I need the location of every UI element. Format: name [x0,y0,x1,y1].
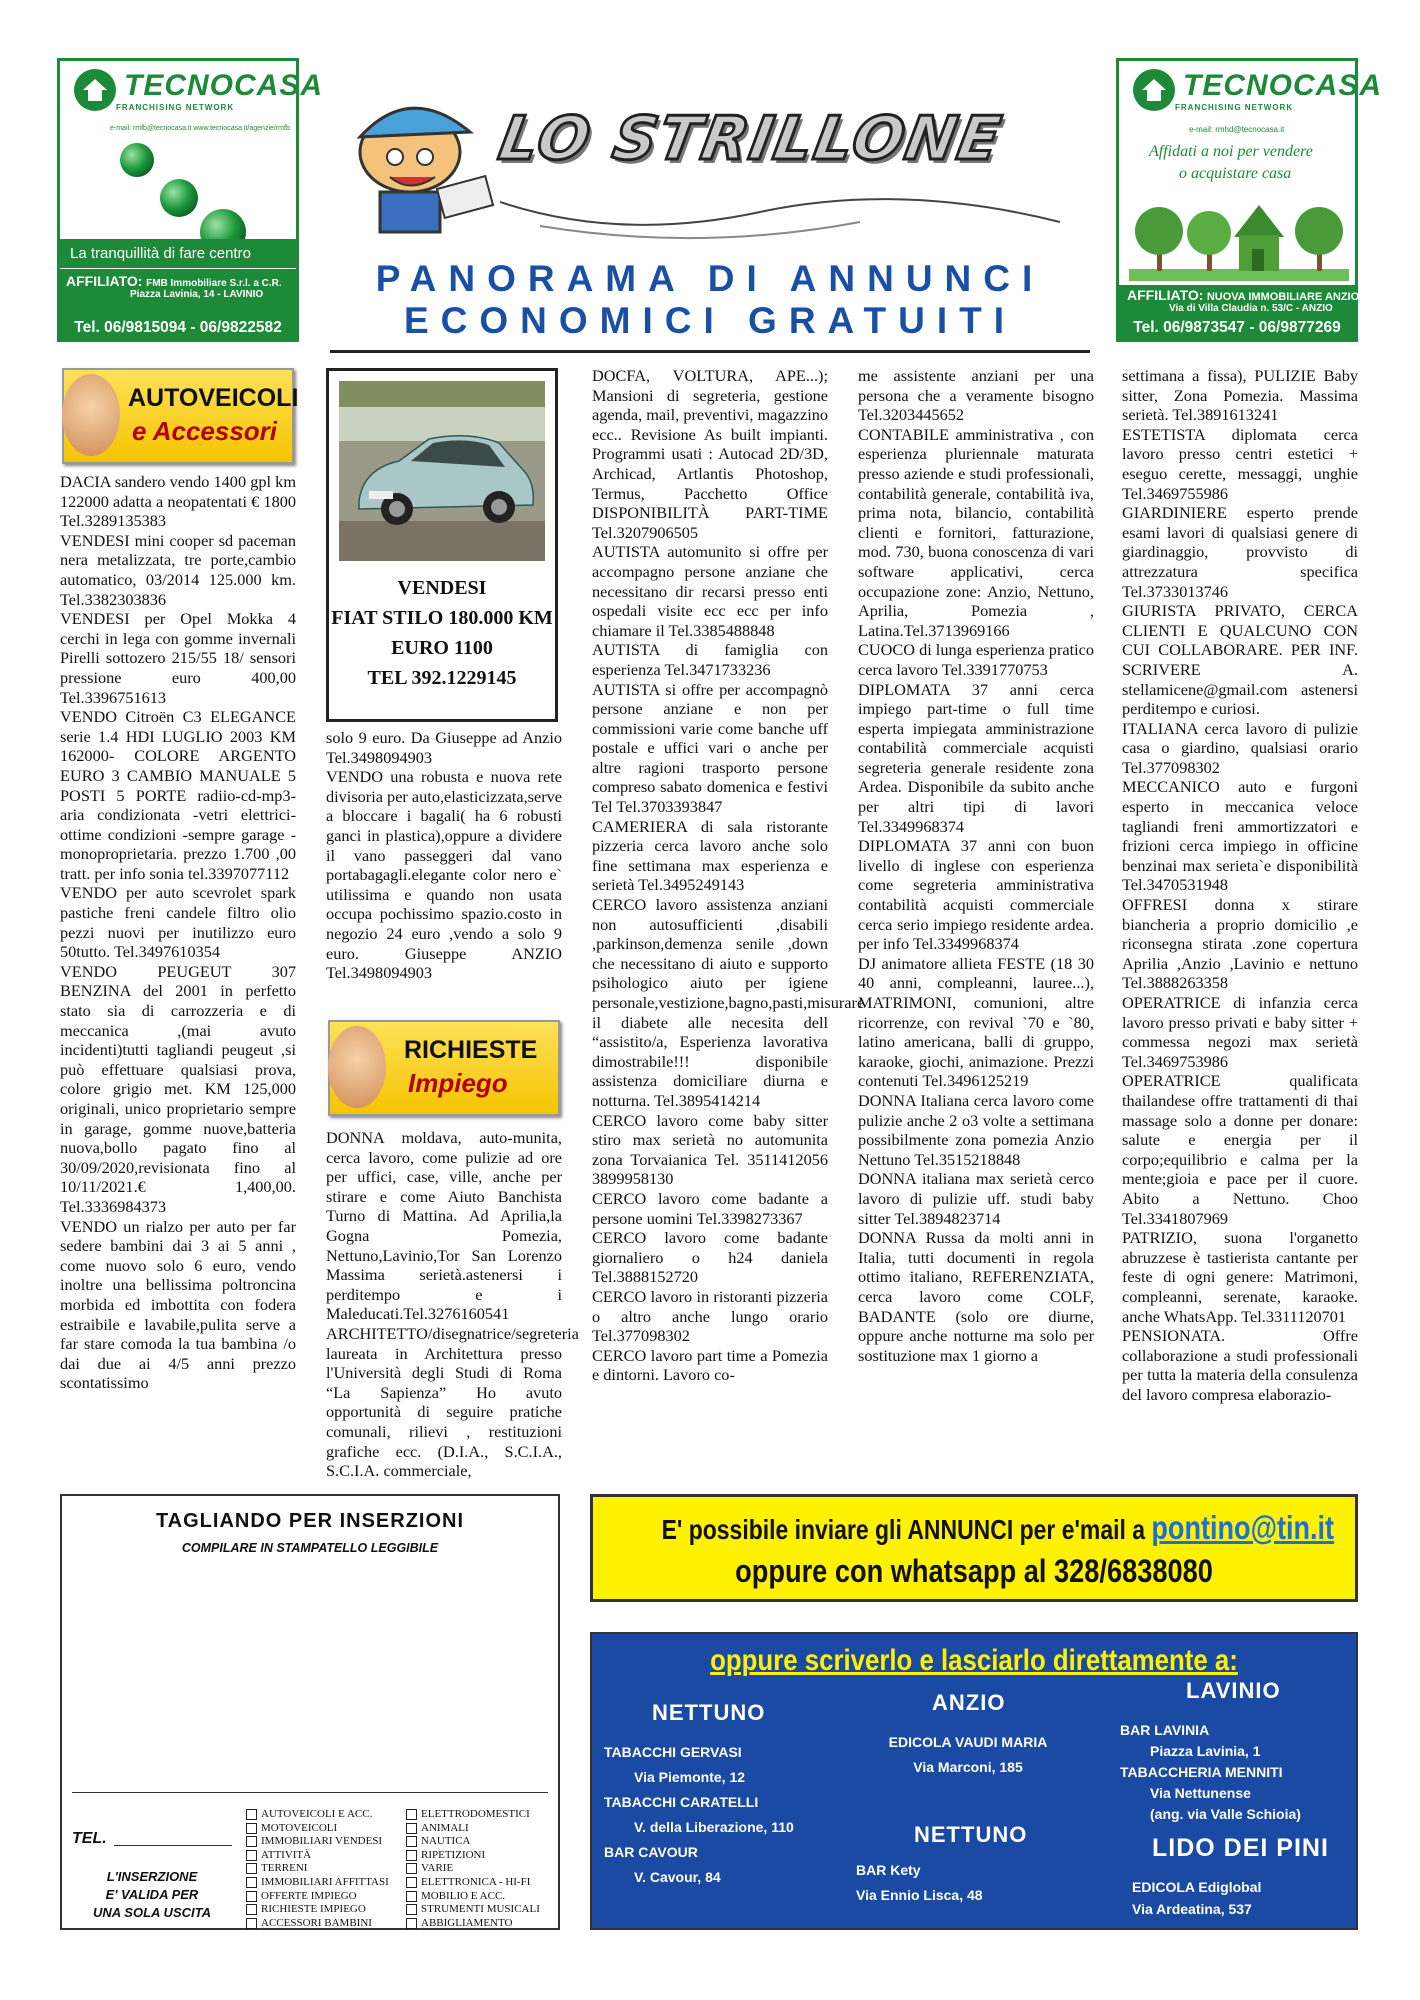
checkbox[interactable] [246,1823,257,1834]
header-rule [330,350,1090,353]
listing: DONNA moldava, auto-munita, cerca lavoro, come pulizie ad ore per uffici, case, ville, anche per stirare e come Aiuto Banchista Turno di Mattina. Ad Aprilia,la Gogna Pomezia, Nettuno,Lavinio,Tor San Lorenzo Massima serietà.astenersi i perditempo e i Maleducati.Tel.3276160541 [326,1128,562,1324]
category-label: TERRENI [261,1862,308,1875]
brand-name: TECNOCASA [1183,68,1383,102]
category-item[interactable] [406,1822,540,1836]
email-line: e-mail: rmhd@tecnocasa.it [1189,125,1285,134]
checkbox[interactable] [406,1877,417,1888]
location-line: Via Ennio Lisca, 48 [856,1887,983,1903]
listing: VENDESI mini cooper sd paceman nera metalizzata, tre porte,cambio automatico, 03/2014 125.000 km. Tel.3382303836 [60,530,296,609]
trees-house-illustration [1129,191,1349,281]
category-label: RIPETIZIONI [421,1848,486,1861]
listing: MECCANICO auto e furgoni esperto in meccanica veloce tagliandi freni ammortizzatori e frizioni cerca impiego in officine benzinai max serieta`e disponibilità Tel.3470531948 [1122,777,1358,895]
affiliate-name: FMB Immobiliare S.r.l. a C.R. [146,278,282,289]
slogan-bar [60,239,296,317]
town-lido-dei-pini: LIDO DEI PINI [1152,1834,1329,1862]
whatsapp-line: oppure con whatsapp al 328/6838080 [735,1553,1213,1589]
checkbox[interactable] [246,1850,257,1861]
category-item[interactable] [246,1822,389,1836]
column-5 [1122,366,1358,1404]
category-item[interactable] [246,1876,389,1890]
listing: ESTETISTA diplomata cerca lavoro presso centri estetici + eseguo cerette, messaggi, unghie Tel.3469755986 [1122,424,1358,503]
checkbox[interactable] [246,1863,257,1874]
town-nettuno: NETTUNO [652,1700,766,1725]
listing: PENSIONATA. Offre collaborazione a studi professionali per tutta la materia della consulenza del lavoro compresa elaborazio- [1122,1326,1358,1404]
location-line: V. della Liberazione, 110 [634,1819,794,1835]
section-title-1: AUTOVEICOLI [128,384,299,412]
checkbox[interactable] [246,1891,257,1902]
coupon-note-2: E' VALIDA PER [105,1887,199,1902]
listing: DIPLOMATA 37 anni con buon livello di inglese con esperienza come segreteria amministrativa contabilità acquisti commerciale cerca serio impiego residente ardea. per info Tel.3349968374 [858,836,1094,954]
email-intro: E' possibile inviare gli ANNUNCI per e'mail a [661,1514,1146,1545]
listing: AUTISTA automunito si offre per accompagno persone anziane che necessitano dir recarsi presso enti ospedali visite ecc ecc per info chiamare il Tel.3385488848 [592,542,828,640]
house-logo-icon [74,69,116,111]
category-label: VARIE [421,1862,454,1875]
section-title-2: Impiego [408,1068,508,1098]
category-item[interactable] [406,1903,540,1917]
checkbox[interactable] [406,1836,417,1847]
listing: CERCO lavoro part time a Pomezia e dintorni. Lavoro co- [592,1345,828,1385]
section-title-2: e Accessori [132,416,278,446]
location-line: EDICOLA Ediglobal [1132,1879,1262,1895]
checkbox[interactable] [246,1836,257,1847]
affiliate-line [60,269,296,289]
checkbox[interactable] [406,1809,417,1820]
section-autoveicoli [62,368,299,464]
listing: CERCO lavoro come badante giornaliero o h24 daniela Tel.3888152720 [592,1228,828,1287]
column-2 [326,728,562,983]
category-item[interactable] [246,1862,389,1876]
location-line: V. Cavour, 84 [634,1869,721,1885]
category-item[interactable] [246,1890,389,1904]
category-item[interactable] [246,1903,389,1917]
location-line: BAR LAVINIA [1120,1722,1210,1738]
title-line-2: ECONOMICI GRATUITI [403,300,1016,341]
town-nettuno-2: NETTUNO [914,1822,1028,1847]
checkbox[interactable] [406,1823,417,1834]
category-label: ELETTRODOMESTICI [421,1808,530,1820]
category-label: ACCESSORI BAMBINI [261,1916,372,1929]
location-line: EDICOLA VAUDI MARIA [888,1734,1048,1750]
lido-list [1132,1876,1261,1920]
listing: ARCHITETTO/disegnatrice/segreteria laureata in Architettura presso l'Università degli Studi di Roma “La Sapienza” Ho avuto opportunità di seguire pratiche comunali, rilievi , restituzioni grafiche ecc. (D.I.A., S.C.I.A., S.C.I.A. commerciale, [326,1323,579,1481]
listing: ITALIANA cerca lavoro di pulizie casa o giardino, qualsiasi orario Tel.377098302 [1122,718,1358,777]
checkbox[interactable] [406,1904,417,1915]
checkbox[interactable] [406,1850,417,1861]
nettuno-list [604,1740,794,1890]
listing: VENDO Citroën C3 ELEGANCE serie 1.4 HDI LUGLIO 2003 KM 162000- COLORE ARGENTO EURO 3 CAMBIO MANUALE 5 POSTI 5 PORTE radiio-cd-mp3- aria condizionata -vetri elettrici-ottime condizioni -sempre garage -monoproprietaria. prezzo 1.700 ,00 tratt. per info sonia tel.3397077112 [60,707,296,883]
category-list-a [246,1808,389,1930]
category-item[interactable] [406,1808,540,1822]
nettuno2-list [856,1858,983,1908]
category-label: IMMOBILIARI AFFITTASI [261,1875,389,1888]
listing: VENDESI per Opel Mokka 4 cerchi in lega con gomme invernali Pirelli sottozero 215/55 18/ sensori pressione euro 400,00 Tel.3396751613 [60,609,296,707]
listing: DACIA sandero vendo 1400 gpl km 122000 adatta a neopatentati € 1800 Tel.3289135383 [60,472,296,531]
brand-name: TECNOCASA [124,68,324,102]
location-line: Via Nettunense [1150,1785,1251,1801]
contact-box [590,1494,1358,1602]
listing: CERCO lavoro come badante a persone uomini Tel.3398273367 [592,1188,828,1228]
location-line: (ang. via Valle Schioia) [1150,1806,1301,1822]
category-label: RICHIESTE IMPIEGO [261,1903,366,1916]
listing: CERCO lavoro in ristoranti pizzeria o altro anche lungo orario Tel.377098302 [592,1286,828,1346]
location-line: BAR Kety [856,1862,921,1878]
checkbox[interactable] [406,1918,417,1929]
listing: settimana a fissa), PULIZIE Baby sitter, Zona Pomezia. Massima serietà. Tel.3891613241 [1122,366,1358,425]
column-2-jobs [326,1128,579,1481]
email-row [661,1509,1335,1547]
location-line: Via Marconi, 185 [913,1759,1023,1775]
car-photo [339,381,545,561]
category-item[interactable] [406,1835,540,1849]
checkbox[interactable] [406,1891,417,1902]
tecnocasa-logo [74,68,324,112]
listing: AUTISTA si offre per accompagnò persone anziane e non per commissioni varie come banche uff postale e uffici vari o anche per altre ragioni trasporto persone compreso sabato domenica e festivi Tel Tel.3703393847 [592,679,828,817]
category-label: ANIMALI [421,1821,469,1834]
coupon [60,1494,560,1930]
mascot-icon [62,374,120,456]
listing: VENDO un rialzo per auto per far sedere bambini dai 3 ai 5 anni , come nuovo solo 6 euro, vendo inoltre una bellissima poltroncina morbida ed imbottita con fodera estraibile e lavabile,pulita serve a far stare comoda la tua bambina /o dai due ai 4/5 anni prezzo scontatissimo [60,1216,296,1393]
phones: Tel. 06/9815094 - 06/9822582 [60,317,296,339]
listing: DONNA Russa da molti anni in Italia, tutti documenti in regola ottimo italiano, REFERENZIATA, cerca lavoro come COLF, BADANTE (solo ore diurne, oppure anche notturne ma solo per sostituzione max 1 giorno a [858,1228,1094,1365]
locations-box [590,1632,1358,1930]
title-line-1: PANORAMA DI ANNUNCI [375,258,1045,299]
coupon-note [62,1868,242,1922]
affiliate-label: AFFILIATO: [1127,287,1204,303]
coupon-note-1: L'INSERZIONE [106,1869,198,1884]
network-label: FRANCHISING NETWORK [116,102,235,112]
car-ad [326,368,558,722]
listing: VENDO PEUGEUT 307 BENZINA del 2001 in perfetto stato sia di carrozzeria e di meccanica ,(mai avuto incidenti)tutti tagliandi peugeut ,si può effettuare qualsiasi prova, colore grigio met. KM 125,000 originali, unico proprietario sempre in garage, gomme nuove,batteria nuova,bollo pagato fino al 30/09/2020,revisionata fino al 10/11/2021.€ 1,400,00. Tel.3336984373 [60,961,296,1216]
coupon-rule [72,1792,548,1793]
listing: AUTISTA di famiglia con esperienza Tel.3471733236 [592,640,828,679]
car-ad-line-2: FIAT STILO 180.000 KM [331,607,553,629]
coupon-note-3: UNA SOLA USCITA [93,1905,211,1920]
tecnocasa-logo [1133,68,1383,112]
listing: DIPLOMATA 37 anni cerca impiego part-time o full time esperta impiegata amministrazione contabilità commerciale acquisti segreteria generale residente zona Ardea. Disponibile da subito anche per altri tipi di lavori Tel.3349968374 [858,679,1094,836]
green-ball-icon [120,143,154,177]
coupon-writing-area[interactable] [72,1566,548,1788]
masthead-titles [330,258,1090,342]
listing: CAMERIERA di sala ristorante pizzeria cerca lavoro anche solo fine settimana max esperienza e serietà Tel.3495249143 [592,816,828,895]
location-line: Via Piemonte, 12 [634,1769,746,1785]
listing: CUOCO di lunga esperienza pratico cerca lavoro Tel.3391770753 [858,640,1095,679]
listing: DONNA italiana max serietà cerco lavoro di pulizie uff. studi baby sitter Tel.3894823714 [858,1169,1094,1228]
email-link[interactable]: pontino@tin.it [1151,1509,1335,1546]
listing: OPERATRICE di infanzia cerca lavoro presso privati e baby sitter + commessa negozi max serietà Tel.3469753986 [1122,993,1358,1071]
category-item[interactable] [246,1849,389,1863]
listing: CERCO lavoro come baby sitter stiro max serietà no automunita zona Torvaianica Tel. 3511412056 3899958130 [592,1110,828,1189]
listing: CERCO lavoro assistenza anziani non autosufficienti ,disabili ,parkinson,demenza senile ,down che necessitano di aiuto e supporto psihologico aiuto per igiene personale,vestizione,bagno,pasti,misurare il diabete alle necesita dell “assistito/a, Esperienza lavorativa dimostrabile!!! disponibile assistenza domiciliare diurna e notturna. Tel.3895414214 [592,895,865,1110]
section-richieste-impiego [328,1020,560,1116]
car-ad-line-4: TEL 392.1229145 [367,667,517,689]
section-title-1: RICHIESTE [404,1036,538,1064]
listing: OPERATRICE qualificata thailandese offre trattamenti di thai massage solo a donne per donare: salute e energia per il corpo;equilibrio e calma per la mente;gioia e pace per il cuore. Abito a Nettuno. Choo Tel.3341807969 [1122,1071,1358,1228]
tecnocasa-ad-right [1116,58,1383,342]
location-line: TABACCHI CARATELLI [604,1794,759,1810]
listing: PATRIZIO, suona l'organetto abruzzese è tastierista cantante per feste di ogni genere: Matrimoni, compleanni, serenate, karaoke. anche WhatsApp. Tel.3311120701 [1122,1228,1358,1326]
slogan-line-2: o acquistare casa [1179,165,1292,182]
tecnocasa-ad-left [57,58,324,342]
listing: solo 9 euro. Da Giuseppe ad Anzio Tel.3498094903 [326,728,562,767]
car-ad-line-1: VENDESI [397,577,487,599]
affiliate-name: NUOVA IMMOBILIARE ANZIO [1206,291,1360,303]
newsboy-mascot-icon [330,82,510,252]
house-logo-icon [1133,69,1175,111]
locations-title: oppure scriverlo e lasciarlo direttamente a: [710,1644,1238,1677]
category-item[interactable] [246,1835,389,1849]
town-anzio: ANZIO [932,1690,1006,1715]
location-line: Piazza Lavinia, 1 [1150,1743,1261,1759]
anzio-list [868,1730,1068,1780]
slogan: La tranquillità di fare centro [60,239,296,269]
coupon-title: TAGLIANDO PER INSERZIONI [155,1510,465,1532]
affiliate-bar [1119,285,1360,317]
coupon-subtitle: COMPILARE IN STAMPATELLO LEGGIBILE [181,1541,439,1555]
category-item[interactable] [406,1876,540,1890]
mascot-icon [328,1026,386,1108]
phones: Tel. 06/9873547 - 06/9877269 [1119,317,1355,339]
email-line: e-mail: rmfb@tecnocasa.it www.tecnocasa.it/agenzie/rmfb [110,125,290,132]
tel-row [72,1830,107,1848]
category-item[interactable] [246,1808,389,1822]
location-line: TABACCHI GERVASI [604,1744,742,1760]
network-label: FRANCHISING NETWORK [1175,102,1294,112]
checkbox[interactable] [246,1809,257,1820]
location-line: TABACCHERIA MENNITI [1120,1764,1283,1780]
lavinio-list [1120,1720,1301,1825]
category-item[interactable] [406,1849,540,1863]
category-label: STRUMENTI MUSICALI [421,1903,540,1916]
affiliate-address: Piazza Lavinia, 14 - LAVINIO [130,289,264,300]
category-label: MOBILIO E ACC. [421,1889,506,1902]
checkbox[interactable] [246,1918,257,1929]
column-4 [858,366,1094,1365]
location-line: Via Ardeatina, 537 [1132,1901,1252,1917]
listing: DONNA Italiana cerca lavoro come pulizie anche 2 o3 volte a settimana possibilmente zona pomezia Anzio Nettuno Tel.3515218848 [858,1090,1094,1169]
category-label: NAUTICA [421,1835,471,1848]
location-line: BAR CAVOUR [604,1844,698,1860]
category-item[interactable] [406,1862,540,1876]
listing: OFFRESI donna x stirare biancheria a proprio domicilio ,e riconsegna stirata .zone copertura Aprilia ,Anzio ,Lavinio e nettuno Tel.3888263358 [1122,895,1358,993]
splash-lines [500,182,1060,242]
checkbox[interactable] [246,1877,257,1888]
category-item[interactable] [246,1917,389,1931]
listing: VENDO per auto scevrolet spark pastiche freni candele filtro olio pezzi nuovi per inutilizzo euro 50tutto. Tel.3497610354 [60,883,296,962]
car-ad-line-3: EURO 1100 [391,637,493,659]
category-label: IMMOBILIARI VENDESI [261,1835,383,1848]
tel-label: TEL. [72,1830,107,1847]
listing: DJ animatore allieta FESTE (18 30 40 anni, compleanni, lauree...), MATRIMONI, comunioni, altre ricorrenze, con revival `70 e `80, latino americana, balli di gruppo, karaoke, giochi, animazione. Prezzi contenuti Tel.3496125219 [858,953,1094,1091]
category-item[interactable] [406,1890,540,1904]
listing: GIURISTA PRIVATO, CERCA CLIENTI E QUALCUNO CON CUI COLLABORARE. PER INF. SCRIVERE A. stellamicene@gmail.com astenersi perditempo e curiosi. [1122,601,1358,719]
column-1 [60,472,296,1393]
category-label: MOTOVEICOLI [261,1821,338,1834]
category-label: ABBIGLIAMENTO [421,1916,513,1929]
masthead-logo [330,82,1090,252]
category-label: OFFERTE IMPIEGO [261,1889,357,1902]
affiliate-label: AFFILIATO: [66,273,143,289]
category-list-b [406,1808,540,1930]
listing: GIARDINIERE esperto prende esami lavori di qualsiasi genere di giardinaggio, provvisto di attrezzatura specifica Tel.3733013746 [1122,503,1358,601]
listing: CONTABILE amministrativa , con esperienza pluriennale maturata presso aziende e studi professionali, contabilità generale, contabilità iva, prima nota, bilancio, contabilità clienti e fornitori, fatturazione, mod. 730, buona conoscenza di vari software applicativi, cerca occupazione zone: Anzio, Nettuno, Aprilia, Pomezia , Latina.Tel.3713969166 [858,424,1094,640]
listing: VENDO una robusta e nuova rete divisoria per auto,elasticizzata,serve a bloccare i bagali( ha 6 robusti ganci in plastica),oppure a dividere il vano passeggeri dal vano portabagagli.elegante color nero e` utilissima e quando non usata occupa pochissimo spazio.costo in negozio 24 euro ,vendo a solo 9 euro. Giuseppe ANZIO Tel.3498094903 [326,767,562,983]
category-label: ELETTRONICA - HI-FI [421,1875,531,1888]
town-lavinio: LAVINIO [1186,1678,1281,1703]
checkbox[interactable] [406,1863,417,1874]
listing: me assistente anziani per una persona che a veramente bisogno Tel.3203445652 [858,366,1094,425]
listing: DOCFA, VOLTURA, APE...); Mansioni di segreteria, gestione agenda, mail, preventivi, magazzino ecc.. Revisione As built impianti. Programmi usati : Autocad 2D/3D, Archicad, Artlantis Photoshop, Termus, Pacchetto Office DISPONIBILITÀ PART-TIME Tel.3207906505 [592,366,828,542]
green-ball-icon [160,179,198,217]
column-3 [592,366,865,1385]
affiliate-address: Via di Villa Claudia n. 53/C - ANZIO [1169,303,1333,314]
checkbox[interactable] [246,1904,257,1915]
logo-text: LO STRILLONE [493,104,1008,174]
car-ad-text [329,573,555,693]
category-label: AUTOVEICOLI E ACC. [261,1808,373,1820]
slogan-line-1: Affidati a noi per vendere [1149,143,1313,160]
category-item[interactable] [406,1917,540,1931]
category-label: ATTIVITÀ [261,1848,312,1861]
tel-field[interactable] [114,1845,232,1846]
